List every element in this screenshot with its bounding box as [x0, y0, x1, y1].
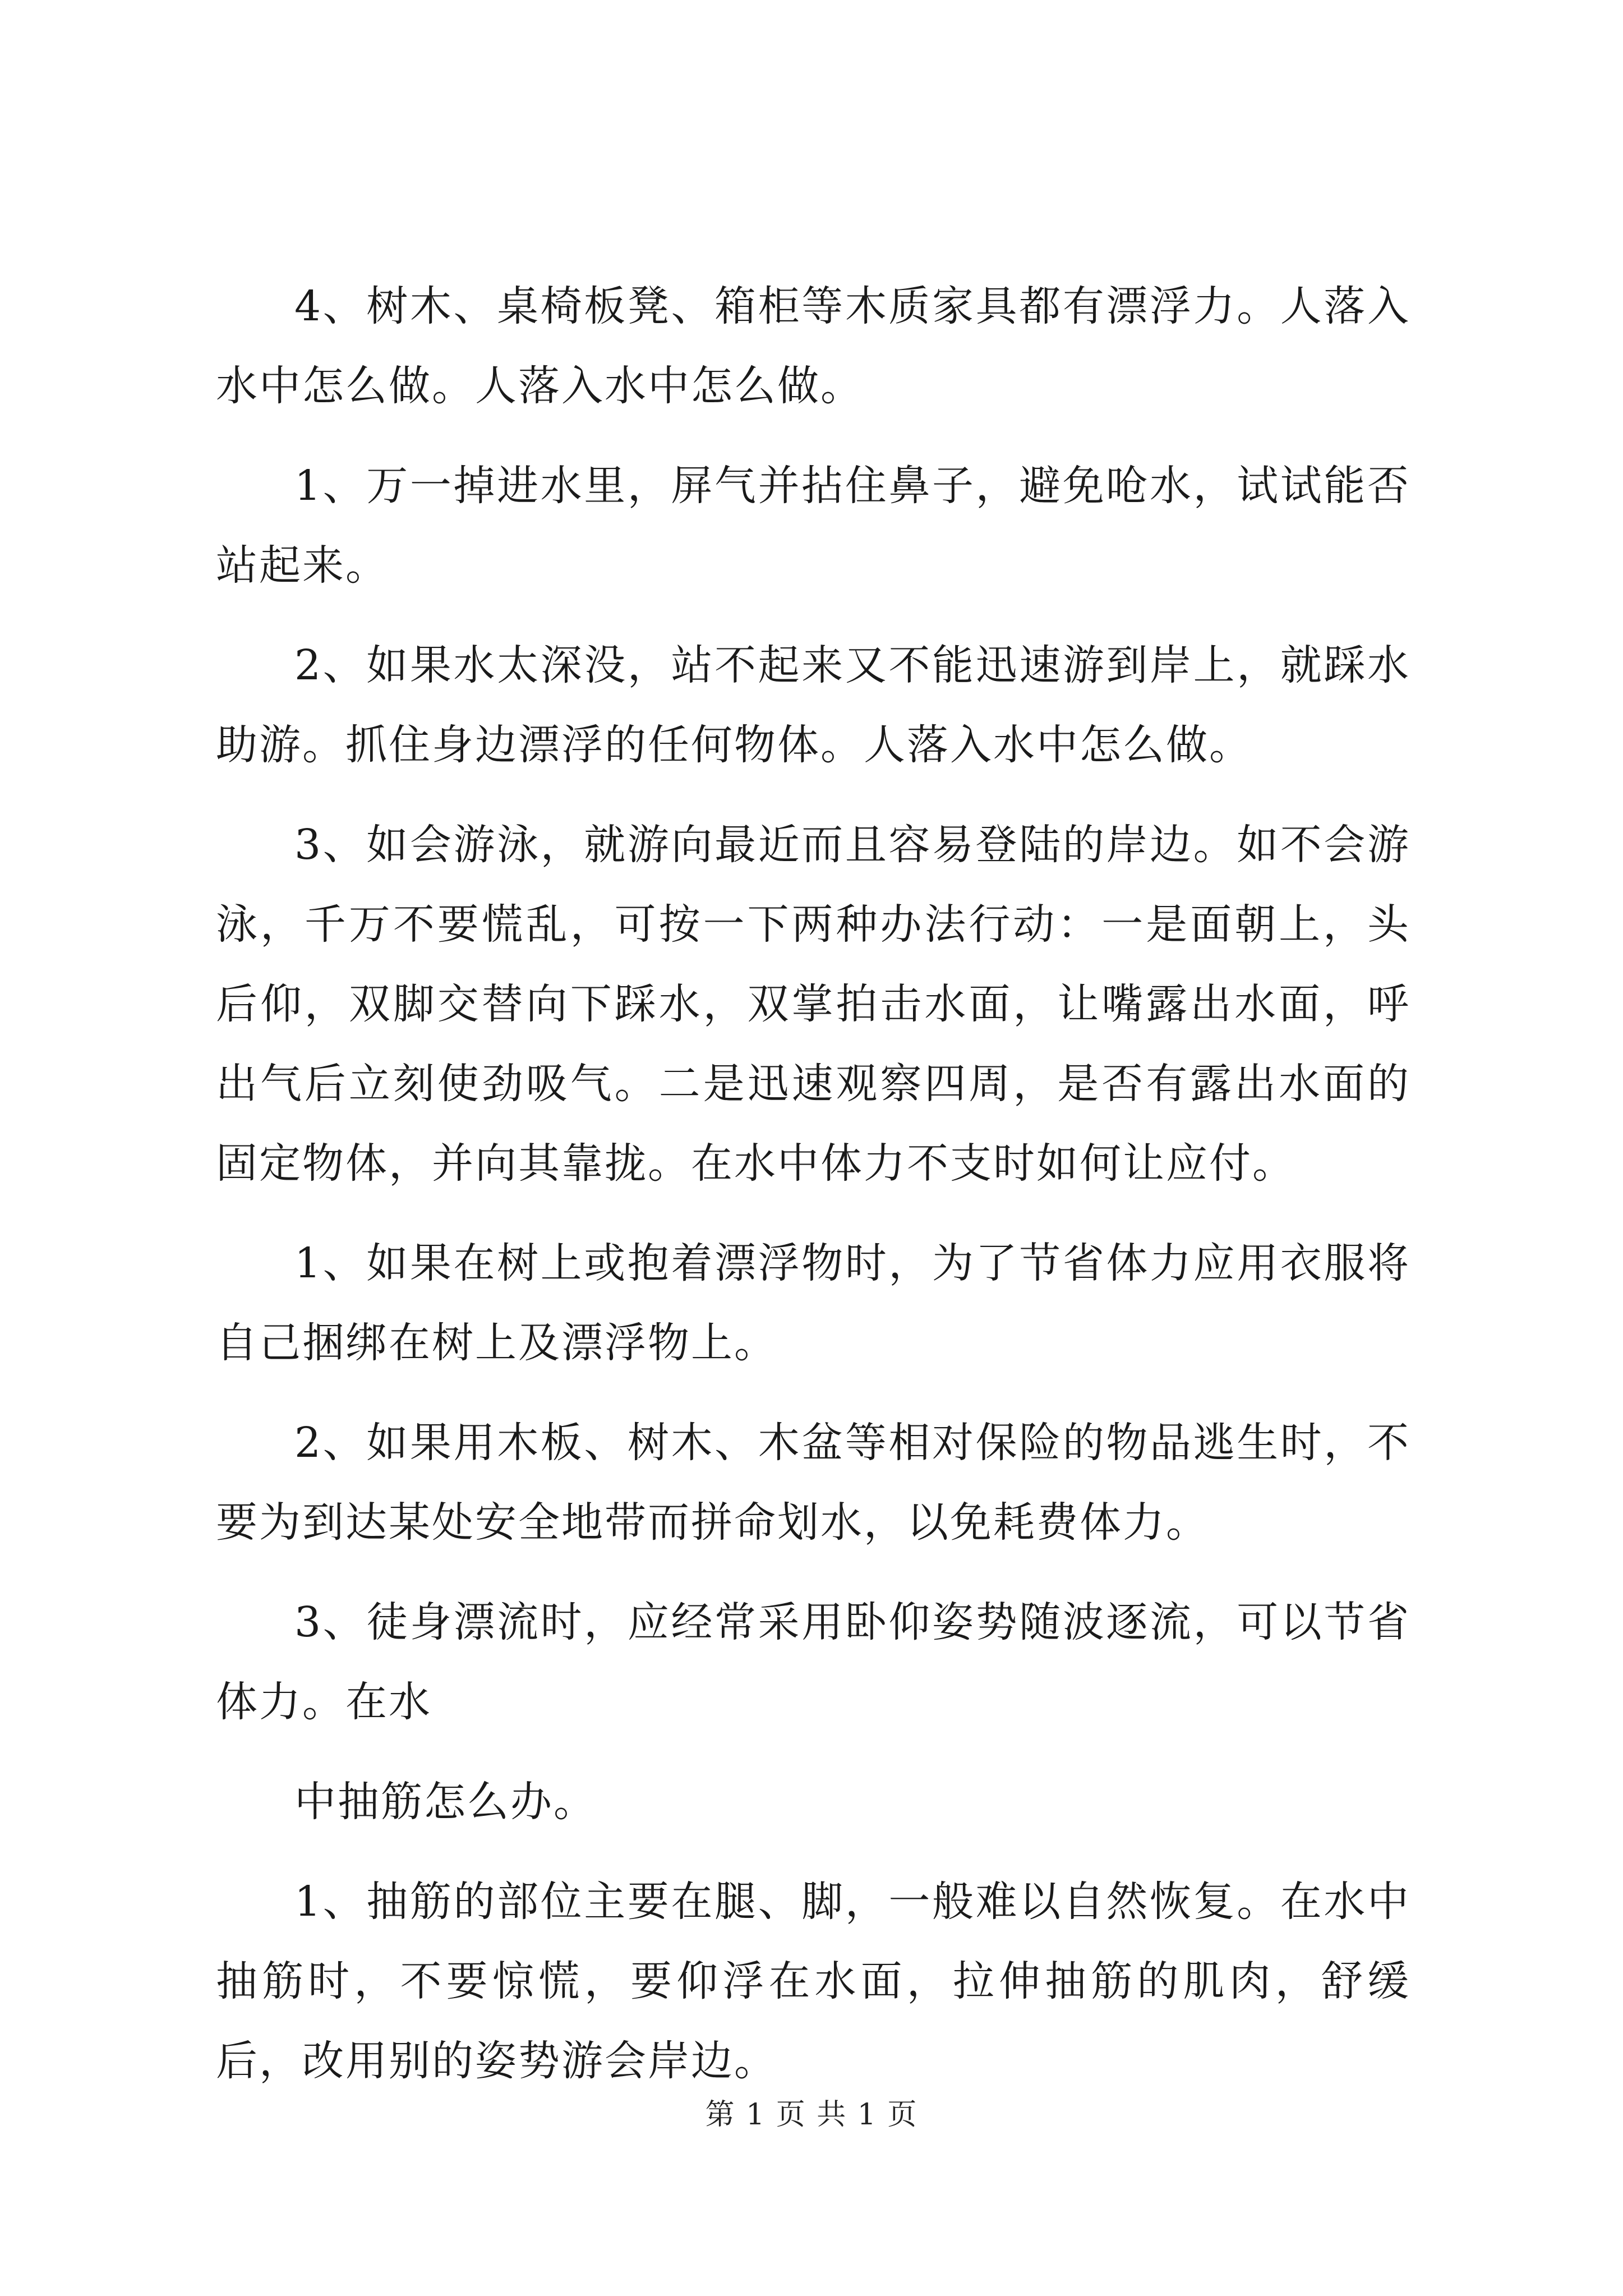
paragraph-wood-furniture: 4、树木、桌椅板凳、箱柜等木质家具都有漂浮力。人落入水中怎么做。人落入水中怎么做。 — [216, 282, 1410, 410]
paragraph-swimming-methods: 3、如会游泳，就游向最近而且容易登陆的岸边。如不会游泳，千万不要慌乱，可按一下两种办法行动：一是面朝上，头后仰，双脚交替向下踩水，双掌拍击水面，让嘴露出水面，呼出气后立刻使劲吸气。二是迅速观察四周，是否有露出水面的固定物体，并向其靠拢。在水中体力不支时如何让应付。 — [216, 821, 1410, 1188]
paragraph-cramp: 1、抽筋的部位主要在腿、脚，一般难以自然恢复。在水中抽筋时，不要惊慌，要仰浮在水面，拉伸抽筋的肌肉，舒缓后，改用别的姿势游会岸边。 — [216, 1878, 1410, 2085]
page-number-footer: 第 1 页 共 1 页 — [705, 2098, 918, 2132]
paragraph-wooden-board: 2、如果用木板、树木、木盆等相对保险的物品逃生时，不要为到达某处安全地带而拼命划水，以免耗费体力。 — [216, 1419, 1410, 1547]
paragraph-drifting: 3、徒身漂流时，应经常采用卧仰姿势随波逐流，可以节省体力。在水 — [216, 1598, 1410, 1726]
paragraph-deep-water: 2、如果水太深没，站不起来又不能迅速游到岸上，就踩水助游。抓住身边漂浮的任何物体。人落入水中怎么做。 — [216, 641, 1410, 769]
paragraph-cramp-heading: 中抽筋怎么办。 — [294, 1778, 597, 1826]
paragraph-fall-in-water: 1、万一掉进水里，屏气并拈住鼻子，避免呛水，试试能否站起来。 — [216, 462, 1410, 590]
paragraph-tie-to-float: 1、如果在树上或抱着漂浮物时，为了节省体力应用衣服将自己捆绑在树上及漂浮物上。 — [216, 1239, 1410, 1367]
document-body — [216, 266, 1410, 2121]
